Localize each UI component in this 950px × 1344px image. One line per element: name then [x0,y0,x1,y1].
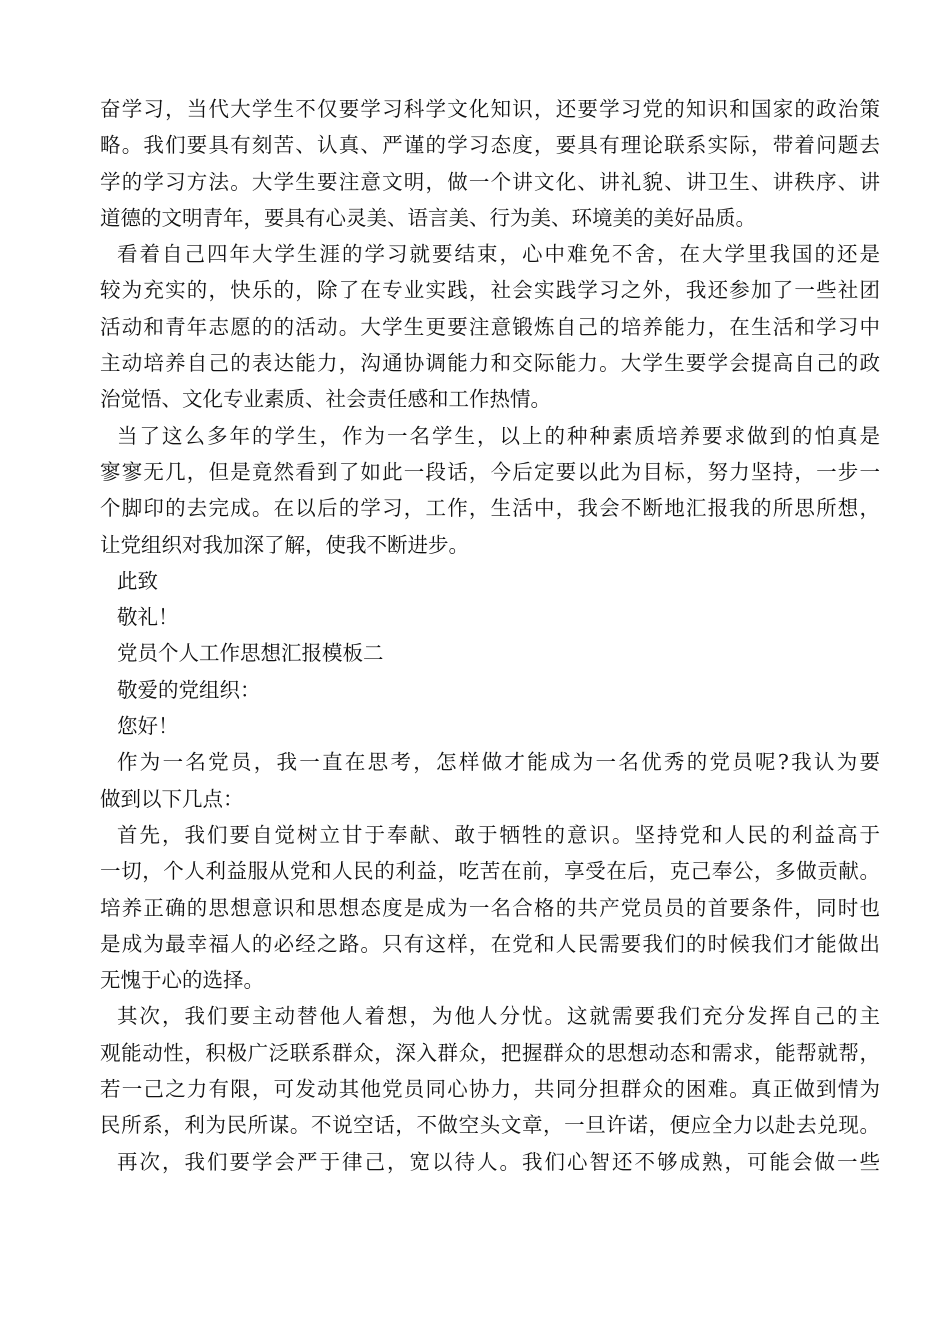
paragraph-first-line: 党员个人工作思想汇报模板二 [117,641,384,666]
paragraph-first-line: 当了这么多年的学生，作为一名学生，以上的种种素质培养要求做到的怕真是 [117,423,880,448]
document-body [100,91,880,1180]
text-line: 学的学习方法。大学生要注意文明，做一个讲文化、讲礼貌、讲卫生、讲秩序、讲 [100,169,880,194]
paragraph-first-line: 再次，我们要学会严于律己，宽以待人。我们心智还不够成熟，可能会做一些 [117,1149,880,1174]
paragraph-first-line: 其次，我们要主动替他人着想，为他人分忧。这就需要我们充分发挥自己的主 [117,1004,880,1029]
text-line: 道德的文明青年，要具有心灵美、语言美、行为美、环境美的美好品质。 [100,205,756,230]
text-line: 观能动性，积极广泛联系群众，深入群众，把握群众的思想动态和需求，能帮就帮， [100,1040,880,1065]
text-line: 寥寥无几，但是竟然看到了如此一段话，今后定要以此为目标，努力坚持，一步一 [100,459,880,484]
paragraph-first-line: 首先，我们要自觉树立甘于奉献、敢于牺牲的意识。坚持党和人民的利益高于 [117,822,880,847]
paragraph-first-line: 作为一名党员，我一直在思考，怎样做才能成为一名优秀的党员呢?我认为要 [117,750,880,775]
text-line: 个脚印的去完成。在以后的学习，工作，生活中，我会不断地汇报我的所思所想， [100,496,880,521]
text-line: 做到以下几点： [100,786,244,811]
text-line: 一切，个人利益服从党和人民的利益，吃苦在前，享受在后，克己奉公，多做贡献。 [100,859,880,884]
text-line: 民所系，利为民所谋。不说空话，不做空头文章，一旦许诺，便应全力以赴去兑现。 [100,1113,880,1138]
paragraph-first-line: 您好！ [117,714,179,739]
text-line: 较为充实的，快乐的，除了在专业实践，社会实践学习之外，我还参加了一些社团 [100,278,880,303]
paragraph-first-line: 看着自己四年大学生涯的学习就要结束，心中难免不舍，在大学里我国的还是 [117,242,880,267]
text-line: 无愧于心的选择。 [100,968,264,993]
text-line: 让党组织对我加深了解，使我不断进步。 [100,532,469,557]
text-line: 主动培养自己的表达能力，沟通协调能力和交际能力。大学生要学会提高自己的政 [100,351,880,376]
text-line: 活动和青年志愿的的活动。大学生更要注意锻炼自己的培养能力，在生活和学习中 [100,314,880,339]
text-line: 奋学习，当代大学生不仅要学习科学文化知识，还要学习党的知识和国家的政治策 [100,97,880,121]
text-line: 治觉悟、文化专业素质、社会责任感和工作热情。 [100,387,551,412]
paragraph-first-line: 敬礼！ [117,605,179,630]
text-line: 若一己之力有限，可发动其他党员同心协力，共同分担群众的困难。真正做到情为 [100,1077,880,1102]
paragraph-first-line: 敬爱的党组织： [117,677,261,702]
text-line: 是成为最幸福人的必经之路。只有这样，在党和人民需要我们的时候我们才能做出 [100,931,880,956]
text-line: 略。我们要具有刻苦、认真、严谨的学习态度，要具有理论联系实际，带着问题去 [100,133,880,158]
text-line: 培养正确的思想意识和思想态度是成为一名合格的共产党员员的首要条件，同时也 [100,895,880,920]
paragraph-first-line: 此致 [117,568,158,593]
